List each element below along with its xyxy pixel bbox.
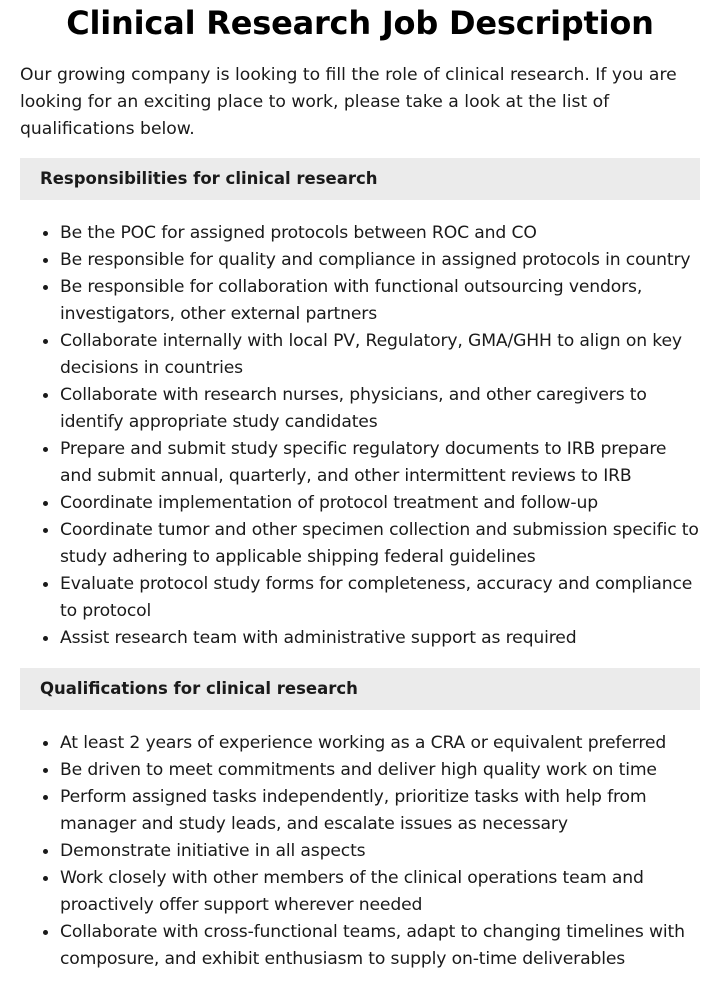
list-item: Be driven to meet commitments and deliver high quality work on time: [60, 757, 700, 784]
list-item: Coordinate implementation of protocol treatment and follow-up: [60, 490, 700, 517]
list-item: Evaluate protocol study forms for completeness, accuracy and compliance to protocol: [60, 571, 700, 625]
list-item: Collaborate with research nurses, physicians, and other caregivers to identify appropriate study candidates: [60, 382, 700, 436]
list-item: Collaborate internally with local PV, Regulatory, GMA/GHH to align on key decisions in countries: [60, 328, 700, 382]
list-item: At least 2 years of experience working as a CRA or equivalent preferred: [60, 730, 700, 757]
responsibilities-list: [20, 220, 700, 652]
list-item: Be the POC for assigned protocols between ROC and CO: [60, 220, 700, 247]
responsibilities-header: Responsibilities for clinical research: [20, 158, 700, 200]
list-item: Demonstrate initiative in all aspects: [60, 838, 700, 865]
qualifications-header: Qualifications for clinical research: [20, 668, 700, 710]
list-item: Prepare and submit study specific regulatory documents to IRB prepare and submit annual, quarterly, and other intermittent reviews to IRB: [60, 436, 700, 490]
list-item: Perform assigned tasks independently, prioritize tasks with help from manager and study leads, and escalate issues as necessary: [60, 784, 700, 838]
page-title: Clinical Research Job Description: [66, 4, 654, 42]
list-item: Be responsible for collaboration with functional outsourcing vendors, investigators, other external partners: [60, 274, 700, 328]
intro-paragraph: Our growing company is looking to fill the role of clinical research. If you are looking for an exciting place to work, please take a look at the list of qualifications below.: [20, 65, 677, 139]
list-item: Work closely with other members of the clinical operations team and proactively offer support wherever needed: [60, 865, 700, 919]
list-item: Collaborate with cross-functional teams, adapt to changing timelines with composure, and exhibit enthusiasm to supply on-time deliverables: [60, 919, 700, 973]
qualifications-list: [20, 730, 700, 973]
list-item: Be responsible for quality and compliance in assigned protocols in country: [60, 247, 700, 274]
list-item: Assist research team with administrative support as required: [60, 625, 700, 652]
list-item: Coordinate tumor and other specimen collection and submission specific to study adhering to applicable shipping federal guidelines: [60, 517, 700, 571]
